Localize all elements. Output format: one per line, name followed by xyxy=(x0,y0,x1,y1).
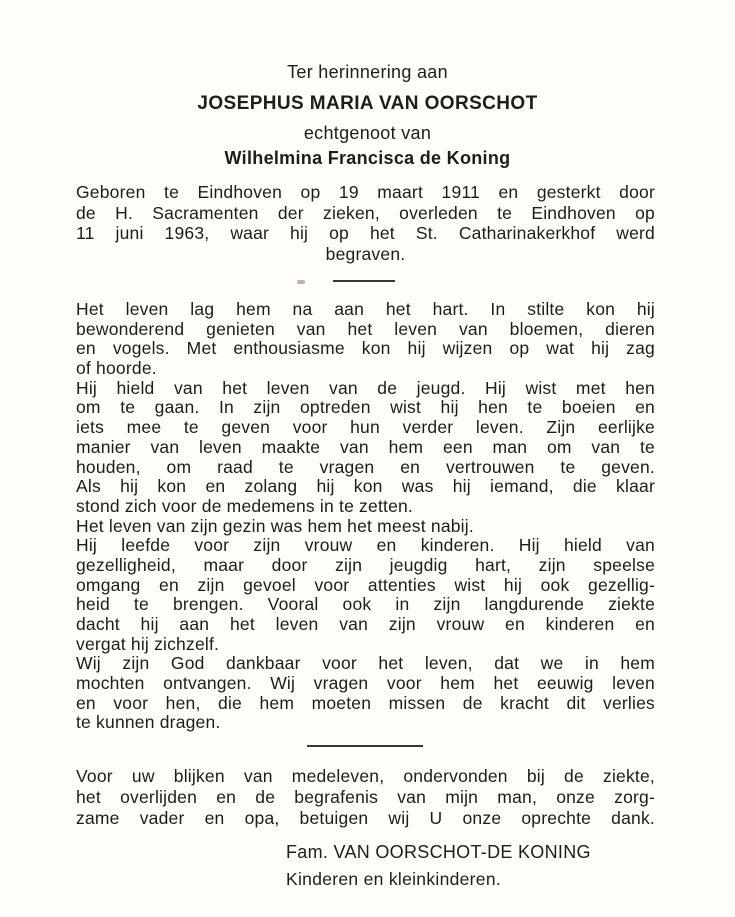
birth-line: begraven. xyxy=(325,243,406,264)
body-line: stond zich voor de medemens in te zetten. xyxy=(76,495,413,516)
thanks-line: Voor uw blijken van medeleven, ondervonden bij de ziekte, xyxy=(76,766,655,786)
spouse-name: Wilhelmina Francisca de Koning xyxy=(224,148,511,168)
spouse-intro-text: echtgenoot van xyxy=(303,123,432,143)
body-line: iets mee te geven voor hun verder leven. Zijn eerlijke xyxy=(76,417,655,438)
body-line: manier van leven maakte van hem een man om van te xyxy=(76,436,655,457)
body-line: omgang en zijn gevoel voor attenties wist hij ook gezellig- xyxy=(76,574,655,595)
deceased-name: JOSEPHUS MARIA VAN OORSCHOT xyxy=(197,93,538,114)
divider-rule xyxy=(307,745,423,747)
body-line: heid te brengen. Vooral ook in zijn langdurende ziekte xyxy=(76,594,655,615)
body-line: Het leven van zijn gezin was hem het meest nabij. xyxy=(76,515,474,536)
body-line: en voor hen, die hem moeten missen de kracht dit verlies xyxy=(76,692,655,713)
body-line: en vogels. Met enthousiasme kon hij wijzen op wat hij zag xyxy=(76,338,655,359)
family-signature: Fam. VAN OORSCHOT-DE KONING xyxy=(286,842,591,862)
body-line: Als hij kon en zolang hij kon was hij iemand, die klaar xyxy=(76,476,655,497)
print-fleck xyxy=(297,280,305,284)
intro-text: Ter herinnering aan xyxy=(287,62,448,82)
body-line: Hij leefde voor zijn vrouw en kinderen. Hij hield van xyxy=(76,535,655,556)
body-line: dacht hij aan het leven van zijn vrouw en kinderen en xyxy=(76,614,655,634)
body-paragraph xyxy=(76,300,655,733)
body-line: te kunnen dragen. xyxy=(76,712,221,733)
birth-paragraph xyxy=(76,182,655,264)
children-signature: Kinderen en kleinkinderen. xyxy=(286,869,502,889)
birth-line: 11 juni 1963, waar hij op het St. Catharinakerkhof werd xyxy=(76,223,655,243)
birth-line: Geboren te Eindhoven op 19 maart 1911 en gesterkt door xyxy=(76,182,655,202)
body-line: vergat hij zichzelf. xyxy=(76,633,220,654)
body-line: om te gaan. In zijn optreden wist hij hen te boeien en xyxy=(76,397,655,418)
body-line: houden, om raad te vragen en vertrouwen te geven. xyxy=(76,456,655,477)
body-line: gezelligheid, maar door zijn jeugdig hart, zijn speelse xyxy=(76,554,655,575)
body-line: Het leven lag hem na aan het hart. In stilte kon hij xyxy=(76,299,655,319)
body-line: Wij zijn God dankbaar voor het leven, dat we in hem xyxy=(76,653,655,674)
body-line: bewonderend genieten van het leven van bloemen, dieren xyxy=(76,318,655,339)
body-line: mochten ontvangen. Wij vragen voor hem het eeuwig leven xyxy=(76,673,655,694)
body-line: of hoorde. xyxy=(76,358,157,379)
thanks-paragraph xyxy=(76,766,655,829)
divider-rule xyxy=(333,280,395,282)
birth-line: de H. Sacramenten der zieken, overleden te Eindhoven op xyxy=(76,202,655,223)
thanks-line: zame vader en opa, betuigen wij U onze oprechte dank. xyxy=(76,808,655,828)
body-line: Hij hield van het leven van de jeugd. Hij wist met hen xyxy=(76,377,655,398)
thanks-line: het overlijden en de begrafenis van mijn man, onze zorg- xyxy=(76,787,655,807)
